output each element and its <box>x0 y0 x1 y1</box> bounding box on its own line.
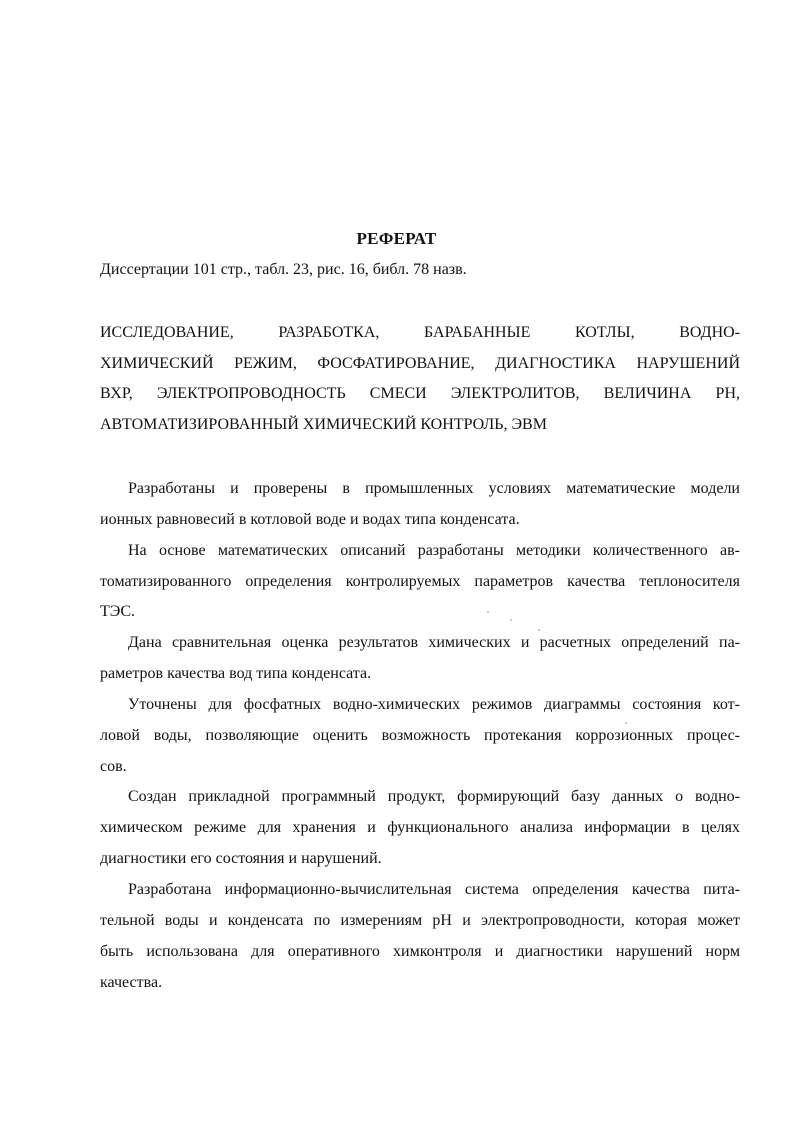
paragraph-1 <box>100 474 740 536</box>
text-line: качества. <box>100 973 163 991</box>
keywords-line: ВХР, ЭЛЕКТРОПРОВОДНОСТЬ СМЕСИ ЭЛЕКТРОЛИТОВ, ВЕЛИЧИНА РН, <box>100 385 740 403</box>
paragraph-5 <box>100 782 740 875</box>
text-line: ловой воды, позволяющие оценить возможность протекания коррозионных процес- <box>100 726 740 744</box>
scan-speck <box>538 629 540 631</box>
scan-speck <box>510 619 512 621</box>
text-line: тельной воды и конденсата по измерениям pH и электропроводности, которая может <box>100 911 740 929</box>
scan-speck <box>487 611 489 613</box>
keywords-line: АВТОМАТИЗИРОВАННЫЙ ХИМИЧЕСКИЙ КОНТРОЛЬ, ЭВМ <box>100 416 547 434</box>
text-line: диагностики его состояния и нарушений. <box>100 850 382 868</box>
text-line: Уточнены для фосфатных водно-химических режимов диаграммы состояния кот- <box>128 695 740 713</box>
abstract-body <box>100 474 740 998</box>
paragraph-6 <box>100 875 740 998</box>
text-line: На основе математических описаний разработаны методики количественного ав- <box>128 541 740 559</box>
paragraph-4 <box>100 690 740 783</box>
keywords-line: ИССЛЕДОВАНИЕ, РАЗРАБОТКА, БАРАБАННЫЕ КОТЛЫ, ВОДНО- <box>100 324 740 341</box>
text-line: Разработана информационно-вычислительная система определения качества пита- <box>128 880 740 898</box>
text-line: раметров качества вод типа конденсата. <box>100 665 372 683</box>
text-line: сов. <box>100 757 127 775</box>
text-line: Дана сравнительная оценка результатов химических и расчетных определений па- <box>128 634 740 652</box>
text-line: быть использована для оперативного химконтроля и диагностики нарушений норм <box>100 942 740 960</box>
paragraph-2 <box>100 536 740 629</box>
page-title: РЕФЕРАТ <box>356 229 437 248</box>
text-line: Разработаны и проверены в промышленных условиях математические модели <box>128 480 740 497</box>
paragraph-3 <box>100 628 740 690</box>
scan-speck <box>625 722 627 724</box>
text-line: томатизированного определения контролируемых параметров качества теплоносителя <box>100 572 740 590</box>
text-line: ТЭС. <box>100 603 136 621</box>
text-line: Создан прикладной программный продукт, формирующий базу данных о водно- <box>128 788 740 806</box>
dissertation-meta: Диссертации 101 стр., табл. 23, рис. 16, библ. 78 назв. <box>100 261 467 278</box>
text-line: химическом режиме для хранения и функционального анализа информации в целях <box>100 819 740 837</box>
keywords-line: ХИМИЧЕСКИЙ РЕЖИМ, ФОСФАТИРОВАНИЕ, ДИАГНОСТИКА НАРУШЕНИЙ <box>100 354 740 372</box>
keywords-block <box>100 318 740 441</box>
text-line: ионных равновесий в котловой воде и водах типа конденсата. <box>100 510 520 528</box>
